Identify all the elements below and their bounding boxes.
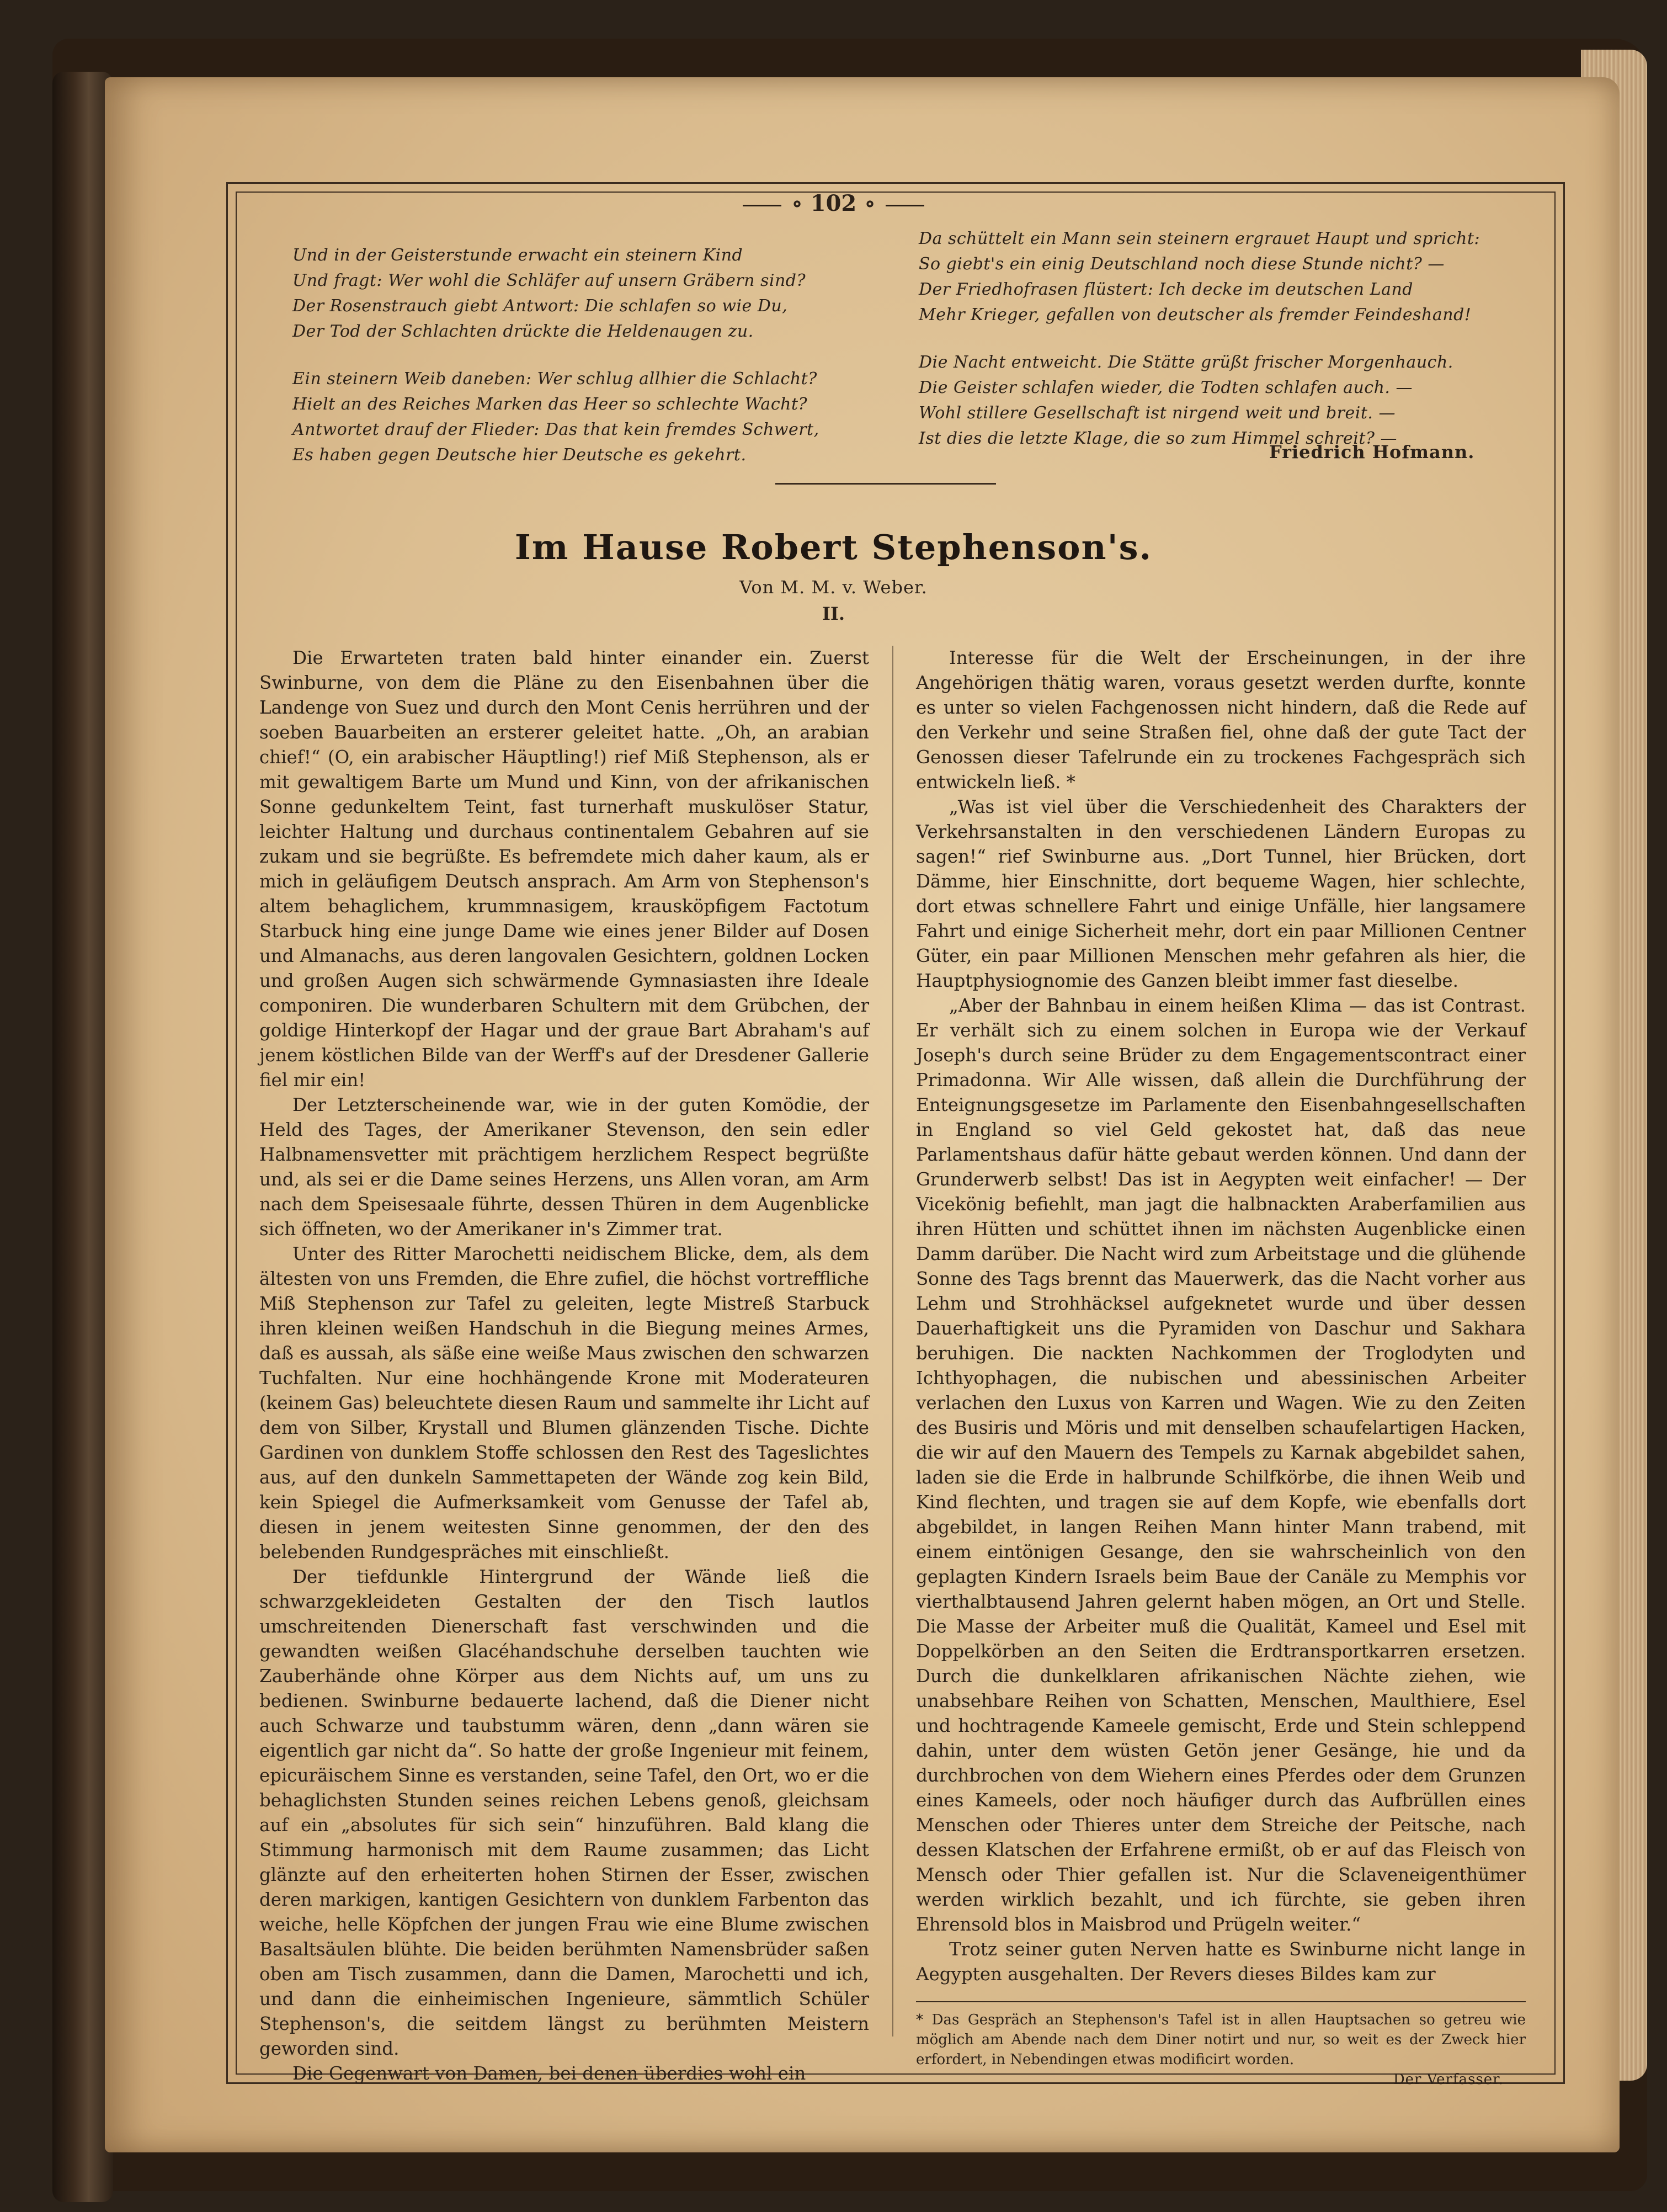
poem-right-column [919, 226, 1480, 451]
poem-line-left: Der Tod der Schlachten drückte die Heldenaugen zu. [292, 322, 754, 341]
poem-line-right: Wohl stillere Gesellschaft ist nirgend weit und breit. — [919, 403, 1396, 423]
stanza-gap [292, 344, 844, 366]
poem-line-left: Antwortet drauf der Flieder: Das that kein fremdes Schwert, [292, 420, 819, 439]
article-paragraph-left: Die Gegenwart von Damen, bei denen überdies wohl ein [292, 2063, 806, 2084]
article-paragraph-left: Der tiefdunkle Hintergrund der Wände ließ die schwarzgekleideten Gestalten der den Tisch lautlos umschreitenden Dienerschaft fast verschwinden und die gewandten weißen Glacéhandschuhe derselben tauchten wie Zauberhände ohne Körper aus dem Nichts auf, um uns zu bedienen. Swinburne bedauerte lachend, daß die Diener nicht auch Schwarze und taubstumm wären, denn „dann wären sie eigentlich gar nicht da“. So hatte der große Ingenieur mit feinem, epicuräischem Sinne es verstanden, seine Tafel, den Ort, wo er die behaglichsten Stunden seines reichen Lebens genoß, gleichsam auf ein „absolutes für sich sein“ hinzuführen. Bald klang die Stimmung harmonisch mit dem Raume zusammen; das Licht glänzte auf den erheiterten hohen Stirnen der Esser, zwischen deren markigen, kantigen Gesichtern von dunklem Farbenton das weiche, helle Köpfchen der jungen Frau wie eine Blume zwischen Basaltsäulen blühte. Die beiden berühmten Namensbrüder saßen oben am Tisch zusammen, dann die Damen, Marochetti und ich, und dann die einheimischen Ingenieure, sämmtlich Schüler Stephenson's, die seitdem längst zu berühmten Meistern geworden sind. [259, 1566, 869, 2059]
poem-line-left: Und in der Geisterstunde erwacht ein steinern Kind [292, 246, 743, 265]
article-column-left [259, 646, 869, 2084]
page-number-ornament-right: ∘ [856, 190, 876, 216]
section-rule [775, 483, 996, 485]
poem-line-right: Die Nacht entweicht. Die Stätte grüßt frischer Morgenhauch. [919, 353, 1453, 372]
poem-line-left: Der Rosenstrauch giebt Antwort: Die schlafen so wie Du, [292, 296, 788, 316]
article-column-right-body [916, 646, 1526, 1987]
page-number-ornament-left: ∘ [791, 190, 811, 216]
article-column-right [916, 646, 1526, 2088]
column-divider [892, 646, 893, 2036]
page-number-dash-left [743, 205, 781, 206]
poem-line-left: Hielt an des Reiches Marken das Heer so schlechte Wacht? [292, 395, 808, 414]
page-number-dash-right [886, 205, 924, 206]
poem-author: Friedrich Hofmann. [1269, 442, 1475, 462]
article-paragraph-left: Unter des Ritter Marochetti neidischem Blicke, dem, als dem ältesten von uns Fremden, die Ehre zufiel, die höchst vortreffliche Miß Stephenson zur Tafel zu geleiten, legte Mistreß Starbuck ihren kleinen weißen Handschuh in die Biegung meines Armes, daß es aussah, als säße eine weiße Maus zwischen den schwarzen Tuchfalten. Nur eine hochhängende Krone mit Moderateuren (keinem Gas) beleuchtete diesen Raum und sammelte ihr Licht auf dem von Silber, Krystall und Blumen glänzenden Tische. Dichte Gardinen von dunklem Stoffe schlossen den Rest des Tageslichtes aus, auf den dunkeln Sammettapeten der Wände zog kein Bild, kein Spiegel die Aufmerksamkeit vom Genusse der Tafel ab, diesen in jenem weitesten Sinne genommen, der den des belebenden Rundgespräches mit einschließt. [259, 1243, 869, 1562]
article-byline: Von M. M. v. Weber. [739, 577, 928, 598]
page-number-value: 102 [810, 190, 857, 216]
footnote: * Das Gespräch an Stephenson's Tafel ist in allen Hauptsachen so getreu wie möglich am Abende nach dem Diner notirt und nur, so weit es der Zweck hier erfordert, in Nebendingen etwas modificirt worden. [916, 2012, 1526, 2068]
poem-line-right: Der Friedhofrasen flüstert: Ich decke im deutschen Land [919, 280, 1413, 299]
poem-line-left: Es haben gegen Deutsche hier Deutsche es gekehrt. [292, 445, 747, 465]
article-section-number: II. [822, 603, 845, 624]
footnote-author: Der Verfasser. [1393, 2071, 1504, 2088]
poem-line-left: Und fragt: Wer wohl die Schläfer auf unsern Gräbern sind? [292, 271, 806, 290]
article-title: Im Hause Robert Stephenson's. [514, 527, 1153, 567]
poem-line-right: Da schüttelt ein Mann sein steinern ergrauet Haupt und spricht: [919, 229, 1480, 248]
article-paragraph-right: „Aber der Bahnbau in einem heißen Klima — das ist Contrast. Er verhält sich zu einem solchen in Europa wie der Verkauf Joseph's durch seine Brüder zu dem Engagementscontract einer Primadonna. Wir Alle wissen, daß allein die Durchführung der Enteignungsgesetze im Parlamente den Eisenbahngesellschaften in England so viel Geld gekostet hat, daß das neue Parlamentshaus dafür hätte gebaut werden können. Und dann der Grunderwerb selbst! Das ist in Aegypten weit einfacher! — Der Vicekönig befiehlt, man jagt die halbnackten Araberfamilien aus ihren Hütten und schüttet ihnen im nächsten Augenblicke einen Damm darüber. Die Nacht wird zum Arbeitstage und die glühende Sonne des Tags brennt das Mauerwerk, das die Nacht vorher aus Lehm und Strohhäcksel aufgeknetet wurde und über dessen Dauerhaftigkeit uns die Pyramiden von Daschur und Sakhara beruhigen. Die nackten Nachkommen der Troglodyten und Ichthyophagen, die nubischen und abessinischen Arbeiter verlachen den Luxus von Karren und Wagen. Wie zu den Zeiten des Busiris und Möris und mit denselben schaufelartigen Hacken, die wir auf den Mauern des Tempels zu Karnak abgebildet sahen, laden sie die Erde in halbrunde Schilfkörbe, die ihnen Weib und Kind flechten, und tragen sie auf dem Kopfe, wie ebenfalls dort abgebildet, in langen Reihen Mann hinter Mann trabend, mit einem eintönigen Gesange, den sie wahrscheinlich von den geplagten Kindern Israels beim Baue der Canäle zu Memphis vor vierthalbtausend Jahren gelernt haben mögen, an Ort und Stelle. Die Masse der Arbeiter muß die Qualität, Kameel und Esel mit Doppelkörben an den Seiten die Erdtransportkarren ersetzen. Durch die dunkelklaren afrikanischen Nächte ziehen, wie unabsehbare Reihen von Schatten, Menschen, Maulthiere, Esel und hochtragende Kameele gemischt, Erde und Stein schleppend dahin, unter dem wüsten Getön jener Gesänge, hie und da durchbrochen von dem Wiehern eines Pferdes oder dem Grunzen eines Kameels, oder noch häufiger durch das Aufbrüllen eines Menschen oder Thieres unter dem Streiche der Peitsche, nach dessen Klatschen der Erfahrene ermißt, ob er auf das Fleisch von Mensch oder Thier gefallen ist. Nur die Sclaveneigenthümer werden wirklich bezahlt, und ich fürchte, sie geben ihren Ehrensold blos in Maisbrod und Prügeln weiter.“ [916, 995, 1526, 1935]
poem-line-left: Ein steinern Weib daneben: Wer schlug allhier die Schlacht? [292, 369, 817, 389]
poem-line-right: So giebt's ein einig Deutschland noch diese Stunde nicht? — [919, 254, 1445, 274]
poem-line-right: Die Geister schlafen wieder, die Todten schlafen auch. — [919, 378, 1413, 397]
book-spine [52, 72, 113, 2202]
page-number [0, 190, 1667, 216]
stanza-gap [919, 328, 1471, 350]
article-paragraph-left: Der Letzterscheinende war, wie in der guten Komödie, der Held des Tages, der Amerikaner Stevenson, den sein edler Halbnamensvetter mit prächtigem herzlichem Respect begrüßte und, als sei er die Dame seines Herzens, uns Allen voran, am Arm nach dem Speisesaale führte, dessen Thüren in dem Augenblicke sich öffneten, wo der Amerikaner in's Zimmer trat. [259, 1094, 869, 1240]
poem-line-right: Ist dies die letzte Klage, die so zum Himmel schreit? — [919, 429, 1398, 448]
poem-left-column [292, 243, 844, 468]
article-paragraph-left: Die Erwarteten traten bald hinter einander ein. Zuerst Swinburne, von dem die Pläne zu den Eisenbahnen über die Landenge von Suez und durch den Mont Cenis herrühren und der soeben Bauarbeiten an ersterer geleitet hatte. „Oh, an arabian chief!“ (O, ein arabischer Häuptling!) rief Miß Stephenson, als er mit gewaltigem Barte um Mund und Kinn, von der afrikanischen Sonne gedunkeltem Teint, fast turnerhaft muskulöser Statur, leichter Haltung und durchaus continentalem Gebahren auf sie zukam und sie begrüßte. Es befremdete mich daher kaum, als er mich in geläufigem Deutsch ansprach. Am Arm von Stephenson's altem behaglichem, krummnasigem, krausköpfigem Factotum Starbuck hing eine junge Dame wie eines jener Bilder auf Dosen und Almanachs, aus deren langovalen Gesichtern, goldnen Locken und großen Augen sich schwärmende Gymnasiasten ihre Ideale componiren. Die wunderbaren Schultern mit dem Grübchen, der goldige Hinterkopf der Hagar und der graue Bart Abraham's auf jenem köstlichen Bilde van der Werff's auf der Dresdener Gallerie fiel mir ein! [259, 647, 869, 1091]
article-paragraph-right: Trotz seiner guten Nerven hatte es Swinburne nicht lange in Aegypten ausgehalten. Der Revers dieses Bildes kam zur [916, 1939, 1526, 1985]
poem-line-right: Mehr Krieger, gefallen von deutscher als fremder Feindeshand! [919, 305, 1472, 325]
article-paragraph-right: Interesse für die Welt der Erscheinungen, in der ihre Angehörigen thätig waren, voraus gesetzt werden durfte, konnte es unter so vielen Fachgenossen nicht hindern, daß die Rede auf den Verkehr und seine Straßen fiel, ohne daß der gute Tact der Genossen dieser Tafelrunde ein zu trockenes Fachgespräch sich entwickeln ließ. * [916, 647, 1526, 793]
article-paragraph-right: „Was ist viel über die Verschiedenheit des Charakters der Verkehrsanstalten in den verschiedenen Ländern Europas zu sagen!“ rief Swinburne aus. „Dort Tunnel, hier Brücken, dort Dämme, hier Einschnitte, dort bequeme Wagen, hier schlechte, dort etwas schnellere Fahrt und einige Unfälle, hier langsamere Fahrt und einige Sicherheit mehr, dort ein paar Millionen Centner Güter, ein paar Millionen Menschen mehr gefahren als hier, die Hauptphysiognomie des Ganzen bleibt immer fast dieselbe. [916, 796, 1526, 991]
footnote-rule [916, 2001, 1526, 2002]
